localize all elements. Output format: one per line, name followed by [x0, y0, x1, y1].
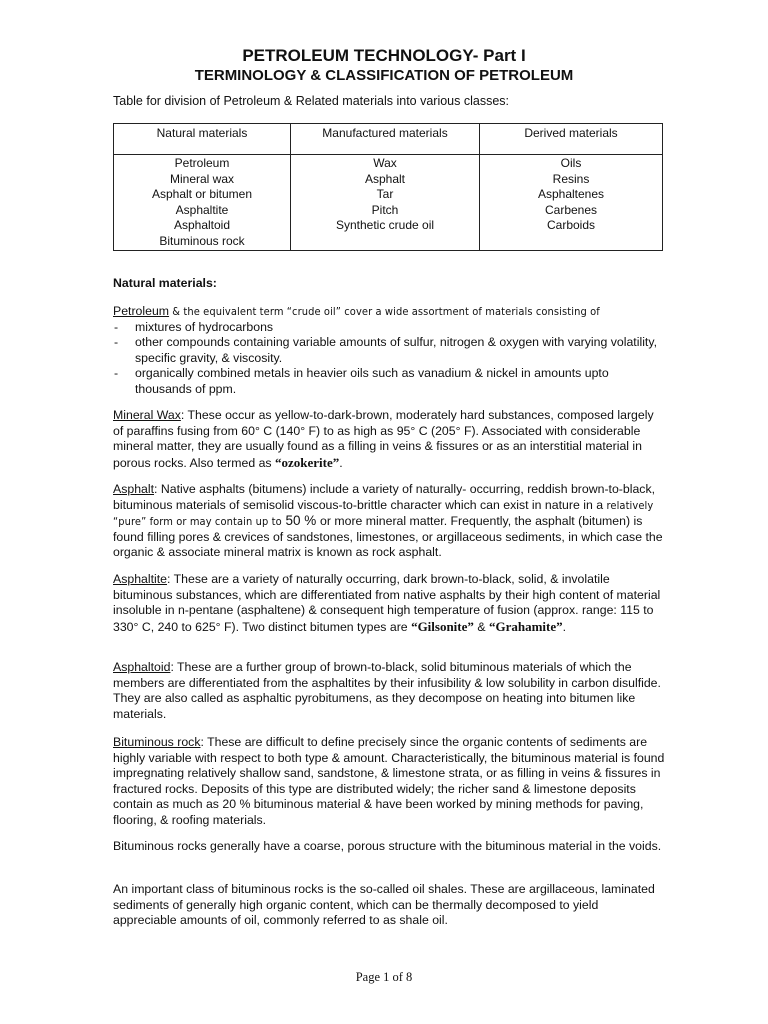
- coarse-structure-paragraph: Bituminous rocks generally have a coarse, porous structure with the bituminous material in the voids.: [113, 839, 662, 853]
- cell: Asphaltite: [175, 202, 229, 217]
- page-number: Page 1 of 8: [355, 970, 413, 984]
- page-subtitle: TERMINOLOGY & CLASSIFICATION OF PETROLEUM: [194, 67, 574, 84]
- oil-shale-paragraph: An important class of bituminous rocks is the so-called oil shales. These are argillaceous, laminated sediments of generally high organic content, which can be thermally decomposed to yield appreciable amounts of oil, commonly referred to as shale oil.: [113, 882, 655, 927]
- cell: Asphalt or bitumen: [151, 187, 253, 202]
- header-manufactured: Manufactured materials: [291, 124, 480, 155]
- term-asphalt: Asphalt: [113, 482, 155, 496]
- natural-materials-heading: Natural materials:: [113, 276, 217, 290]
- ampersand: &: [473, 619, 489, 634]
- period: .: [339, 455, 343, 470]
- derived-column: [480, 155, 663, 251]
- table-intro: Table for division of Petroleum & Related materials into various classes:: [113, 94, 510, 108]
- natural-column: [114, 155, 291, 251]
- asphaltoid-section: [113, 660, 665, 722]
- mineral-wax-section: [113, 408, 665, 471]
- header-natural: Natural materials: [114, 124, 291, 155]
- manufactured-column: [291, 155, 480, 251]
- period: .: [562, 619, 567, 634]
- term-petroleum: Petroleum: [113, 304, 170, 318]
- bituminous-rock-text: : These are difficult to define precisely since the organic contents of sediments are highly variable with respect to both type & amount. Characteristically, the bituminous material is found impregnating relatively shallow sand, sandstone, & limestone strata, or as filling in veins & fissures in fractured rocks. Deposits of this type are distributed widely; the richer sand & limestone deposits contain as much as 20 % bituminous material & have been worked by mining methods for paving, flooring, & roofing materials.: [113, 735, 665, 827]
- mineral-wax-text: : These occur as yellow-to-dark-brown, moderately hard substances, composed largely of paraffins fusing from 60° C (140° F) to as high as 95° C (205° F). Associated with considerable mineral matter, they are usually found as a filling in veins & fissures or as an interstitial material in porous rocks. Also termed as: [113, 408, 654, 470]
- cell: Wax: [373, 156, 397, 170]
- ozokerite-term: “ozokerite”: [274, 454, 340, 470]
- asphaltite-section: [113, 572, 665, 635]
- asphalt-percent: 50 %: [281, 513, 321, 528]
- grahamite-term: “Grahamite”: [488, 618, 563, 634]
- petroleum-lead: & the equivalent term “crude oil” cover a wide assortment of materials consisting of: [169, 305, 600, 318]
- asphalt-section: [113, 482, 665, 561]
- cell: Petroleum: [174, 156, 230, 170]
- asphaltoid-text: : These are a further group of brown-to-black, solid bituminous materials of which the members are differentiated from the asphaltites by their infusibility & low solubility in carbon disulfide. They are also called as asphaltic pyrobitumens, as they decompose on heating into bitumen like materials.: [113, 660, 661, 721]
- asphalt-text-1: : Native asphalts (bitumens) include a variety of naturally- occurring, reddish brown-to-black, bituminous materials of semisolid viscous-to-brittle character which can exist in nature in a: [113, 482, 656, 512]
- list-item: - mixtures of hydrocarbons: [113, 320, 665, 336]
- table-row: [114, 155, 663, 251]
- term-mineral-wax: Mineral Wax: [113, 408, 181, 422]
- cell: Carboids: [546, 218, 596, 233]
- classification-table: [113, 123, 663, 251]
- petroleum-list: [113, 320, 665, 398]
- header-derived: Derived materials: [480, 124, 663, 155]
- list-item: - organically combined metals in heavier oils such as vanadium & nickel in amounts upto thousands of ppm.: [113, 366, 665, 397]
- term-bituminous-rock: Bituminous rock: [113, 735, 201, 749]
- bituminous-rock-section: [113, 735, 665, 828]
- gilsonite-term: “Gilsonite”: [411, 618, 474, 634]
- petroleum-section: [113, 304, 665, 397]
- cell: Oils: [560, 156, 582, 170]
- cell: Asphalt: [364, 171, 406, 186]
- cell: Synthetic crude oil: [335, 218, 435, 233]
- page-title: PETROLEUM TECHNOLOGY- Part I: [242, 46, 526, 65]
- asphaltite-text: : These are a variety of naturally occurring, dark brown-to-black, solid, & involatile bituminous substances, which are differentiated from native asphalts by their high content of material insoluble in n-pentane (asphaltene) & consequent high temperature of fusion (approx. range: 115 to 330° C, 240 to 625° F). Two distinct bitumen types are: [113, 572, 661, 634]
- cell: Tar: [376, 187, 394, 202]
- table-header-row: [114, 124, 663, 155]
- list-item: - other compounds containing variable amounts of sulfur, nitrogen & oxygen with varying volatility, specific gravity, & viscosity.: [113, 335, 665, 366]
- cell: Pitch: [371, 202, 399, 217]
- cell: Asphaltoid: [173, 218, 231, 233]
- cell: Asphaltenes: [537, 187, 605, 202]
- term-asphaltoid: Asphaltoid: [113, 660, 171, 674]
- cell: Carbenes: [544, 202, 598, 217]
- cell: Mineral wax: [169, 171, 235, 186]
- cell: Resins: [552, 171, 590, 186]
- asphalt-condensed: relatively “pure” form or may contain up to: [113, 498, 654, 528]
- asphalt-text-2: or more mineral matter. Frequently, the asphalt (bitumen) is found filling pores & crevices of sandstones, limestones, or argillaceous sediments, in which case the organic & associate mineral matrix is known as rock asphalt.: [113, 514, 663, 559]
- term-asphaltite: Asphaltite: [113, 572, 168, 586]
- cell: Bituminous rock: [159, 233, 245, 248]
